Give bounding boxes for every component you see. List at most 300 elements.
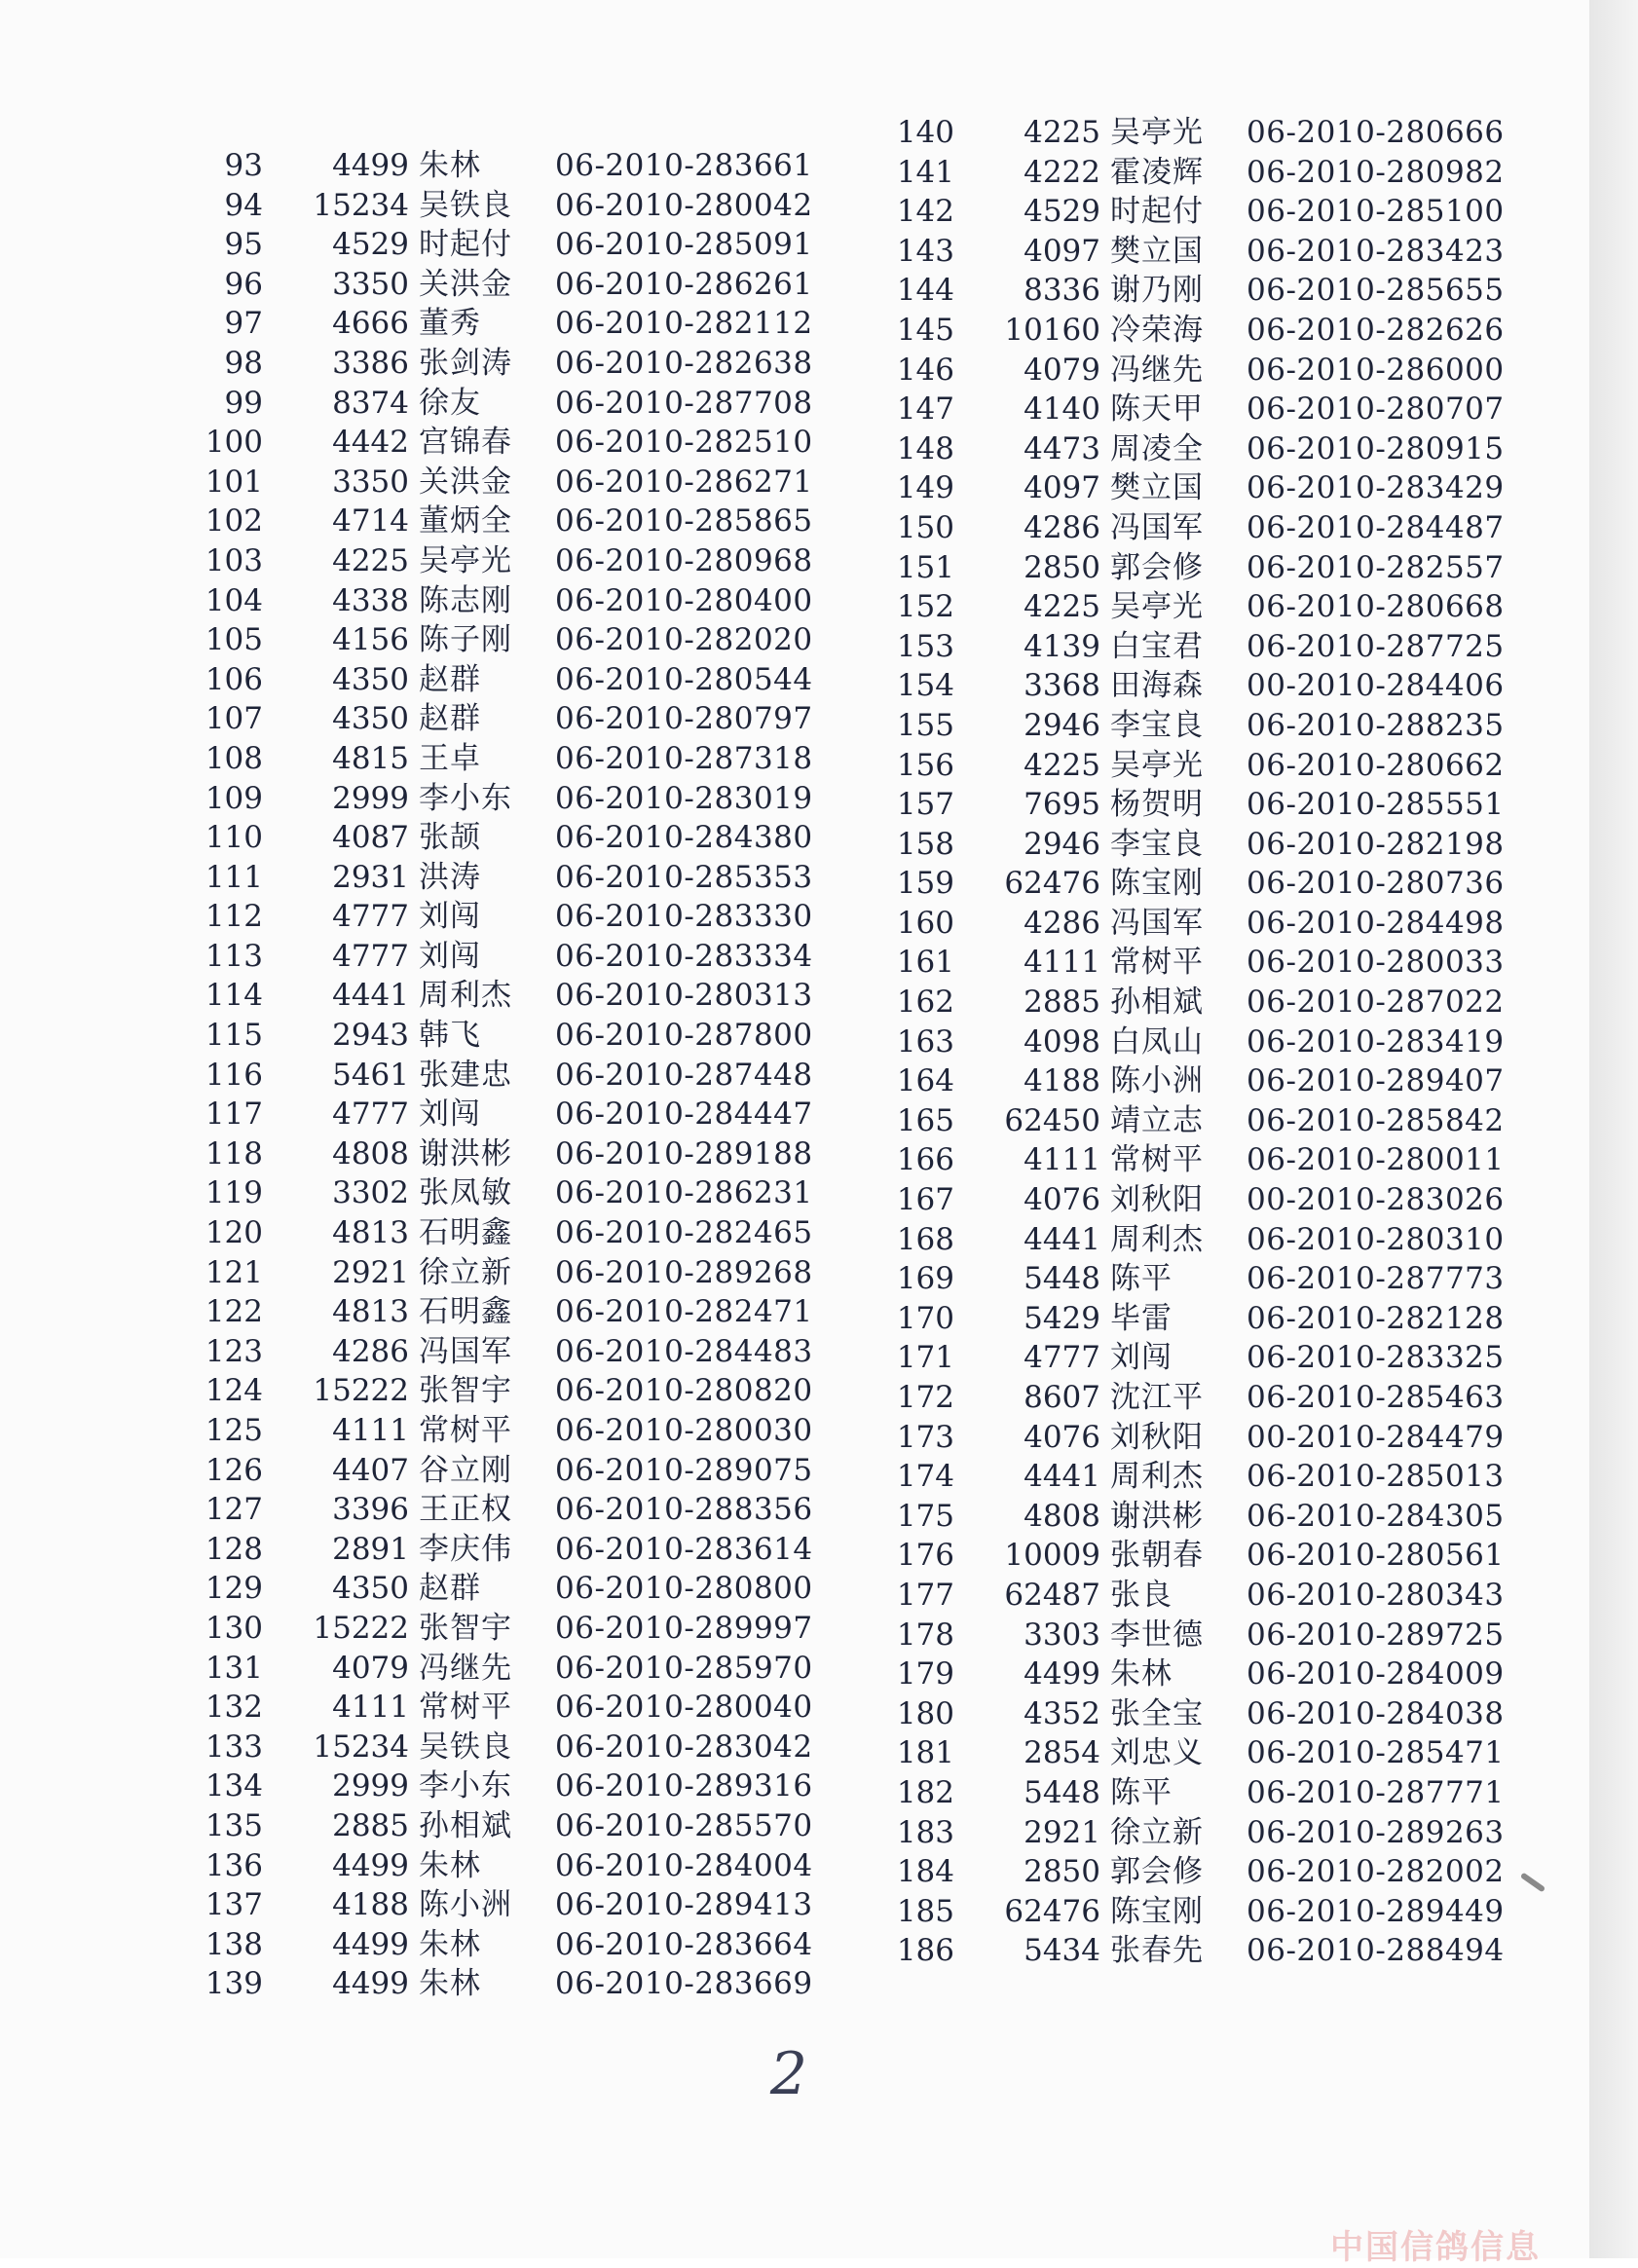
row-code: 06-2010-280915 [1247,430,1505,466]
row-code: 06-2010-283042 [555,1729,813,1765]
row-code: 00-2010-283026 [1247,1182,1505,1218]
row-ring: 4156 [332,622,409,658]
row-ring: 15234 [313,187,409,223]
row-name: 朱林 [419,1926,481,1962]
row-ring: 2921 [332,1254,409,1290]
row-name: 李小东 [419,1768,512,1804]
row-ring: 8374 [332,385,409,421]
row-code: 06-2010-286000 [1247,352,1505,388]
row-name: 郭会修 [1110,549,1204,585]
row-seq: 145 [896,312,954,348]
row-ring: 4139 [1024,628,1100,664]
row-seq: 110 [205,820,263,856]
row-name: 陈小洲 [419,1887,512,1923]
row-code: 06-2010-285655 [1247,273,1505,309]
row-name: 刘闯 [1110,1340,1173,1376]
row-seq: 182 [896,1774,954,1810]
row-name: 朱林 [419,148,481,183]
row-ring: 4473 [1024,430,1100,466]
row-code: 06-2010-289725 [1247,1617,1505,1653]
row-name: 陈平 [1110,1261,1173,1297]
row-ring: 4407 [332,1452,409,1488]
row-name: 赵群 [419,1571,481,1607]
row-code: 06-2010-286271 [555,464,813,500]
row-code: 06-2010-286261 [555,266,813,302]
row-seq: 112 [205,899,263,935]
row-code: 06-2010-285570 [555,1807,813,1843]
row-name: 李宝良 [1110,826,1204,862]
row-ring: 3368 [1024,668,1100,704]
row-code: 06-2010-284447 [555,1097,813,1133]
row-code: 06-2010-280042 [555,187,813,223]
row-seq: 129 [205,1571,263,1607]
row-name: 董秀 [419,306,481,342]
row-name: 靖立志 [1110,1102,1204,1138]
row-ring: 15234 [313,1729,409,1765]
row-name: 田海森 [1110,668,1204,704]
row-code: 06-2010-289997 [555,1610,813,1646]
row-code: 06-2010-287448 [555,1057,813,1093]
row-seq: 116 [205,1057,263,1093]
row-code: 06-2010-282471 [555,1294,813,1330]
row-ring: 4098 [1024,1023,1100,1060]
row-seq: 134 [205,1768,263,1804]
row-seq: 131 [205,1650,263,1686]
row-name: 石明鑫 [419,1215,512,1251]
row-seq: 185 [896,1893,954,1929]
row-ring: 4111 [332,1413,409,1448]
row-seq: 176 [896,1538,954,1574]
row-ring: 2850 [1024,549,1100,585]
row-seq: 146 [896,352,954,388]
row-ring: 4222 [1024,154,1100,190]
row-code: 06-2010-280668 [1247,589,1505,625]
row-ring: 4499 [332,1847,409,1883]
row-code: 06-2010-282198 [1247,826,1505,862]
row-seq: 109 [205,780,263,816]
row-ring: 4286 [332,1333,409,1369]
row-ring: 2931 [332,859,409,895]
row-ring: 4441 [1024,1459,1100,1495]
row-code: 06-2010-282465 [555,1215,813,1251]
row-ring: 2850 [1024,1854,1100,1890]
row-code: 06-2010-280662 [1247,747,1505,783]
row-seq: 128 [205,1531,263,1567]
row-code: 06-2010-289449 [1247,1893,1505,1929]
row-ring: 15222 [313,1373,409,1409]
row-ring: 4140 [1024,391,1100,428]
row-code: 06-2010-282002 [1247,1854,1505,1890]
row-ring: 4079 [332,1650,409,1686]
row-ring: 4777 [1024,1340,1100,1376]
row-name: 张良 [1110,1577,1173,1613]
row-ring: 3350 [332,266,409,302]
row-code: 06-2010-280400 [555,582,813,618]
row-code: 06-2010-286231 [555,1175,813,1211]
row-name: 郭会修 [1110,1854,1204,1890]
row-name: 孙相斌 [419,1807,512,1843]
row-seq: 153 [896,628,954,664]
row-code: 06-2010-283325 [1247,1340,1505,1376]
row-ring: 4529 [332,227,409,263]
row-seq: 172 [896,1380,954,1415]
row-ring: 2854 [1024,1735,1100,1771]
row-name: 张凤敏 [419,1175,512,1211]
row-seq: 124 [205,1373,263,1409]
row-ring: 3350 [332,464,409,500]
row-ring: 2999 [332,780,409,816]
row-seq: 157 [896,787,954,823]
row-ring: 8336 [1024,273,1100,309]
row-code: 06-2010-283019 [555,780,813,816]
row-name: 董炳全 [419,503,512,539]
row-code: 06-2010-285100 [1247,194,1505,230]
row-seq: 177 [896,1577,954,1613]
row-name: 冷荣海 [1110,312,1204,348]
row-seq: 141 [896,154,954,190]
row-name: 冯国军 [419,1333,512,1369]
row-seq: 142 [896,194,954,230]
row-seq: 173 [896,1419,954,1455]
row-name: 冯继先 [419,1650,512,1686]
row-code: 06-2010-288494 [1247,1933,1505,1969]
row-name: 陈志刚 [419,582,512,618]
row-code: 06-2010-285013 [1247,1459,1505,1495]
row-name: 张春先 [1110,1933,1204,1969]
row-seq: 175 [896,1498,954,1534]
row-code: 06-2010-285353 [555,859,813,895]
row-seq: 114 [205,978,263,1014]
row-name: 刘闯 [419,938,481,974]
row-name: 刘秋阳 [1110,1182,1204,1218]
row-seq: 105 [205,622,263,658]
row-ring: 4352 [1024,1695,1100,1731]
row-name: 白凤山 [1110,1023,1204,1060]
row-seq: 140 [896,115,954,150]
row-name: 孙相斌 [1110,985,1204,1021]
row-name: 洪涛 [419,859,481,895]
row-ring: 4225 [332,542,409,578]
row-name: 张全宝 [1110,1695,1204,1731]
row-name: 张智宇 [419,1373,512,1409]
row-seq: 152 [896,589,954,625]
row-ring: 4286 [1024,905,1100,941]
row-ring: 10160 [1004,312,1100,348]
row-code: 06-2010-282638 [555,345,813,381]
row-seq: 104 [205,582,263,618]
row-ring: 10009 [1004,1538,1100,1574]
row-seq: 186 [896,1933,954,1969]
row-name: 朱林 [419,1966,481,2002]
row-seq: 170 [896,1300,954,1336]
row-code: 06-2010-280968 [555,542,813,578]
row-seq: 133 [205,1729,263,1765]
row-ring: 4499 [332,1926,409,1962]
row-seq: 147 [896,391,954,428]
row-name: 徐立新 [1110,1814,1204,1850]
row-name: 张颉 [419,820,481,856]
row-seq: 151 [896,549,954,585]
row-ring: 2946 [1024,707,1100,743]
row-code: 06-2010-287773 [1247,1261,1505,1297]
row-seq: 118 [205,1135,263,1171]
row-name: 李庆伟 [419,1531,512,1567]
row-code: 06-2010-288356 [555,1492,813,1528]
row-code: 06-2010-280033 [1247,945,1505,981]
row-code: 06-2010-289268 [555,1254,813,1290]
row-seq: 108 [205,740,263,776]
row-code: 06-2010-289188 [555,1135,813,1171]
row-name: 谢乃刚 [1110,273,1204,309]
row-name: 周利杰 [1110,1459,1204,1495]
row-ring: 4076 [1024,1419,1100,1455]
row-name: 常树平 [419,1690,512,1726]
row-seq: 113 [205,938,263,974]
row-code: 06-2010-280666 [1247,115,1505,150]
row-name: 刘闯 [419,899,481,935]
row-code: 06-2010-284380 [555,820,813,856]
row-seq: 122 [205,1294,263,1330]
row-code: 06-2010-288235 [1247,707,1505,743]
row-ring: 4087 [332,820,409,856]
row-name: 李宝良 [1110,707,1204,743]
row-code: 06-2010-289413 [555,1887,813,1923]
row-name: 吴亭光 [1110,589,1204,625]
row-code: 06-2010-280797 [555,701,813,737]
row-ring: 2891 [332,1531,409,1567]
row-name: 张剑涛 [419,345,512,381]
row-code: 06-2010-287022 [1247,985,1505,1021]
row-code: 06-2010-285463 [1247,1380,1505,1415]
row-seq: 149 [896,470,954,506]
handwritten-page-number: 2 [769,2040,808,2108]
row-seq: 137 [205,1887,263,1923]
row-code: 06-2010-282557 [1247,549,1505,585]
row-ring: 3386 [332,345,409,381]
row-name: 常树平 [1110,1142,1204,1178]
row-code: 06-2010-280800 [555,1571,813,1607]
row-seq: 107 [205,701,263,737]
row-name: 赵群 [419,701,481,737]
row-name: 宫锦春 [419,425,512,461]
row-seq: 148 [896,430,954,466]
row-code: 06-2010-284004 [555,1847,813,1883]
row-seq: 127 [205,1492,263,1528]
row-seq: 119 [205,1175,263,1211]
row-seq: 115 [205,1018,263,1054]
row-code: 06-2010-285970 [555,1650,813,1686]
row-ring: 4097 [1024,233,1100,269]
row-code: 06-2010-282020 [555,622,813,658]
row-seq: 161 [896,945,954,981]
row-name: 樊立国 [1110,470,1204,506]
row-code: 06-2010-280561 [1247,1538,1505,1574]
row-name: 石明鑫 [419,1294,512,1330]
row-seq: 120 [205,1215,263,1251]
row-code: 06-2010-280736 [1247,866,1505,902]
row-seq: 150 [896,509,954,545]
row-name: 王卓 [419,740,481,776]
row-ring: 4225 [1024,589,1100,625]
row-code: 06-2010-280030 [555,1413,813,1448]
row-name: 沈江平 [1110,1380,1204,1415]
row-code: 06-2010-285551 [1247,787,1505,823]
row-name: 赵群 [419,661,481,697]
row-name: 白宝君 [1110,628,1204,664]
row-code: 06-2010-283669 [555,1966,813,2002]
row-ring: 4111 [1024,945,1100,981]
row-ring: 62476 [1004,866,1100,902]
row-ring: 3396 [332,1492,409,1528]
row-ring: 4529 [1024,194,1100,230]
row-name: 吴亭光 [419,542,512,578]
row-code: 06-2010-283419 [1247,1023,1505,1060]
row-seq: 174 [896,1459,954,1495]
row-name: 陈平 [1110,1774,1173,1810]
row-seq: 100 [205,425,263,461]
row-code: 06-2010-289407 [1247,1063,1505,1099]
row-code: 06-2010-282112 [555,306,813,342]
row-code: 06-2010-282128 [1247,1300,1505,1336]
row-seq: 103 [205,542,263,578]
row-seq: 183 [896,1814,954,1850]
row-name: 冯继先 [1110,352,1204,388]
row-code: 06-2010-280040 [555,1690,813,1726]
row-seq: 99 [224,385,263,421]
row-ring: 4499 [332,148,409,183]
row-name: 王正权 [419,1492,512,1528]
row-name: 杨贺明 [1110,787,1204,823]
scan-edge-shadow [1589,0,1638,2258]
row-ring: 4286 [1024,509,1100,545]
row-ring: 4188 [1024,1063,1100,1099]
row-code: 06-2010-283614 [555,1531,813,1567]
row-seq: 143 [896,233,954,269]
row-ring: 4225 [1024,747,1100,783]
row-ring: 5461 [332,1057,409,1093]
row-code: 06-2010-280011 [1247,1142,1505,1178]
row-seq: 102 [205,503,263,539]
row-seq: 184 [896,1854,954,1890]
row-code: 06-2010-284305 [1247,1498,1505,1534]
row-seq: 169 [896,1261,954,1297]
row-ring: 4777 [332,938,409,974]
row-code: 06-2010-287771 [1247,1774,1505,1810]
row-ring: 4777 [332,899,409,935]
row-ring: 4808 [1024,1498,1100,1534]
row-name: 冯国军 [1110,509,1204,545]
row-seq: 121 [205,1254,263,1290]
row-code: 06-2010-280343 [1247,1577,1505,1613]
row-name: 李世德 [1110,1617,1204,1653]
row-ring: 4808 [332,1135,409,1171]
row-ring: 4813 [332,1215,409,1251]
row-code: 06-2010-283661 [555,148,813,183]
row-code: 06-2010-283423 [1247,233,1505,269]
row-ring: 2946 [1024,826,1100,862]
row-seq: 135 [205,1807,263,1843]
row-seq: 178 [896,1617,954,1653]
row-code: 06-2010-285842 [1247,1102,1505,1138]
row-ring: 4350 [332,1571,409,1607]
row-ring: 4813 [332,1294,409,1330]
row-name: 张建忠 [419,1057,512,1093]
row-code: 06-2010-283664 [555,1926,813,1962]
row-code: 06-2010-282510 [555,425,813,461]
row-ring: 4666 [332,306,409,342]
row-code: 06-2010-285865 [555,503,813,539]
row-seq: 94 [224,187,263,223]
row-code: 06-2010-280982 [1247,154,1505,190]
row-seq: 156 [896,747,954,783]
row-seq: 154 [896,668,954,704]
row-name: 韩飞 [419,1018,481,1054]
row-seq: 106 [205,661,263,697]
row-seq: 95 [224,227,263,263]
row-code: 06-2010-285471 [1247,1735,1505,1771]
row-name: 毕雷 [1110,1300,1173,1336]
row-seq: 93 [224,148,263,183]
row-name: 关洪金 [419,464,512,500]
row-name: 吴亭光 [1110,115,1204,150]
row-code: 06-2010-289263 [1247,1814,1505,1850]
row-name: 吴铁良 [419,1729,512,1765]
row-name: 常树平 [419,1413,512,1448]
row-seq: 155 [896,707,954,743]
row-ring: 4441 [1024,1221,1100,1257]
row-code: 06-2010-285091 [555,227,813,263]
row-ring: 5429 [1024,1300,1100,1336]
row-code: 06-2010-283334 [555,938,813,974]
row-ring: 4714 [332,503,409,539]
row-name: 冯国军 [1110,905,1204,941]
row-code: 06-2010-280313 [555,978,813,1014]
row-seq: 97 [224,306,263,342]
row-ring: 5448 [1024,1261,1100,1297]
row-name: 陈宝刚 [1110,866,1204,902]
row-code: 06-2010-287708 [555,385,813,421]
row-seq: 168 [896,1221,954,1257]
row-ring: 4188 [332,1887,409,1923]
row-name: 周利杰 [1110,1221,1204,1257]
row-seq: 158 [896,826,954,862]
row-code: 06-2010-282626 [1247,312,1505,348]
row-ring: 4499 [1024,1656,1100,1692]
row-name: 时起付 [1110,194,1204,230]
row-ring: 2921 [1024,1814,1100,1850]
row-ring: 15222 [313,1610,409,1646]
row-seq: 160 [896,905,954,941]
row-seq: 159 [896,866,954,902]
row-name: 吴亭光 [1110,747,1204,783]
row-seq: 132 [205,1690,263,1726]
row-ring: 3302 [332,1175,409,1211]
row-code: 06-2010-289075 [555,1452,813,1488]
row-code: 06-2010-287318 [555,740,813,776]
row-name: 时起付 [419,227,512,263]
row-code: 06-2010-284487 [1247,509,1505,545]
row-name: 谢洪彬 [419,1135,512,1171]
row-seq: 98 [224,345,263,381]
row-name: 陈子刚 [419,622,512,658]
row-seq: 111 [205,859,263,895]
row-code: 06-2010-289316 [555,1768,813,1804]
row-code: 06-2010-284009 [1247,1656,1505,1692]
row-name: 陈宝刚 [1110,1893,1204,1929]
row-seq: 180 [896,1695,954,1731]
row-ring: 4777 [332,1097,409,1133]
row-name: 谢洪彬 [1110,1498,1204,1534]
